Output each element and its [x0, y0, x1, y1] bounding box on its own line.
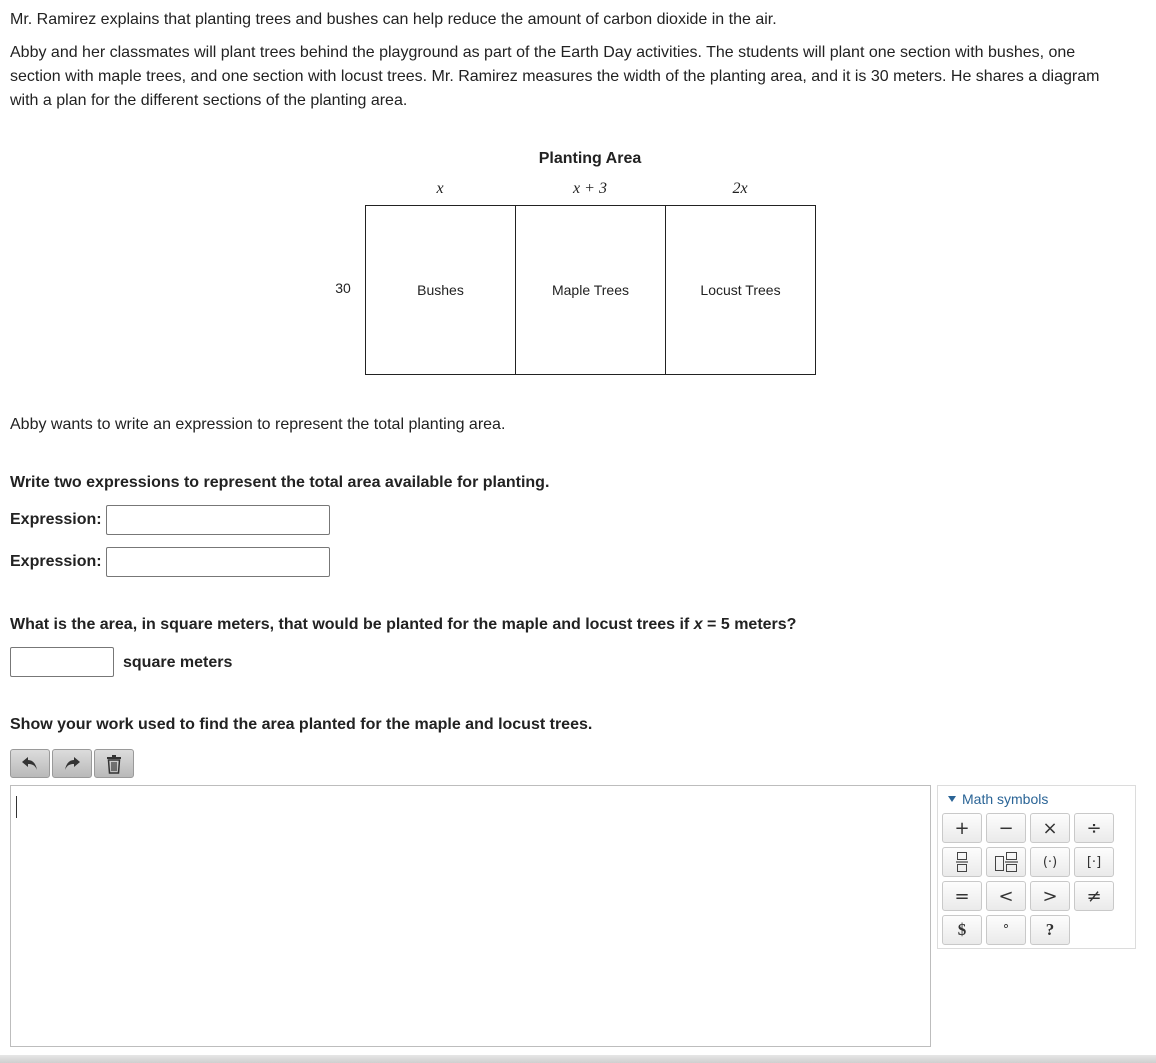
less-than-button[interactable]: <: [986, 881, 1026, 911]
math-symbols-title: Math symbols: [962, 791, 1049, 807]
section-maple-trees: Maple Trees: [515, 206, 665, 374]
width-label-maple: x + 3: [573, 180, 607, 197]
question-show-work: Show your work used to find the area planted for the maple and locust trees.: [10, 716, 593, 733]
times-symbol-button[interactable]: ×: [1030, 813, 1070, 843]
math-symbols-toggle[interactable]: [948, 791, 1048, 807]
redo-button[interactable]: [52, 749, 92, 778]
area-answer-input[interactable]: [10, 647, 114, 677]
height-label: 30: [335, 280, 351, 296]
math-symbols-grid: [942, 813, 1114, 945]
planting-area-diagram: [365, 205, 816, 375]
width-label-locust: 2x: [732, 180, 748, 197]
fraction-icon: [956, 851, 968, 873]
expression-row-2: [10, 547, 330, 577]
undo-icon: [20, 755, 40, 773]
passage-text: Abby and her classmates will plant trees behind the playground as part of the Earth Day activities. The students will plant one section with bushes, one section with maple trees, and one section with locust trees. Mr. Ramirez measures the width of the planting area, and it is 30 meters. He shares a diagram with a plan for the different sections of the planting area.: [10, 44, 1100, 109]
degree-button[interactable]: °: [986, 915, 1026, 945]
not-equal-button[interactable]: ≠: [1074, 881, 1114, 911]
greater-than-button[interactable]: >: [1030, 881, 1070, 911]
trash-icon: [105, 754, 123, 774]
width-label-bushes: x: [436, 180, 444, 197]
section-bushes: Bushes: [417, 282, 464, 298]
expression-row-1: [10, 505, 330, 535]
expression-label-1: Expression:: [10, 511, 102, 528]
section-locust-trees: Locust Trees: [665, 206, 815, 374]
math-symbols-panel: [937, 785, 1136, 949]
divide-symbol-button[interactable]: ÷: [1074, 813, 1114, 843]
mixed-number-button[interactable]: [986, 847, 1026, 877]
equals-symbol-button[interactable]: =: [942, 881, 982, 911]
statement-text: Abby wants to write an expression to represent the total planting area.: [10, 416, 506, 433]
intro-text: Mr. Ramirez explains that planting trees and bushes can help reduce the amount of carbon dioxide in the air.: [10, 11, 777, 28]
expression-input-1[interactable]: [106, 505, 330, 535]
question-mark-button[interactable]: ?: [1030, 915, 1070, 945]
brackets-button[interactable]: [·]: [1074, 847, 1114, 877]
work-text-area[interactable]: [10, 785, 931, 1047]
question-area: What is the area, in square meters, that would be planted for the maple and locust trees if x = 5 meters?: [10, 616, 797, 633]
minus-symbol-button[interactable]: −: [986, 813, 1026, 843]
undo-button[interactable]: [10, 749, 50, 778]
question-variable: x: [693, 616, 703, 633]
unit-label: square meters: [123, 654, 233, 671]
parentheses-button[interactable]: (·): [1030, 847, 1070, 877]
expression-input-2[interactable]: [106, 547, 330, 577]
mixed-number-icon: [994, 851, 1018, 873]
diagram-title: Planting Area: [538, 150, 642, 167]
plus-symbol-button[interactable]: +: [942, 813, 982, 843]
editor-toolbar: [10, 749, 134, 778]
dollar-button[interactable]: $: [942, 915, 982, 945]
collapse-triangle-icon: [948, 796, 956, 802]
fraction-button[interactable]: [942, 847, 982, 877]
clear-button[interactable]: [94, 749, 134, 778]
text-cursor: [16, 796, 17, 818]
question-expressions: Write two expressions to represent the total area available for planting.: [10, 474, 550, 491]
redo-icon: [62, 755, 82, 773]
bottom-shade: [0, 1055, 1156, 1063]
expression-label-2: Expression:: [10, 553, 102, 570]
